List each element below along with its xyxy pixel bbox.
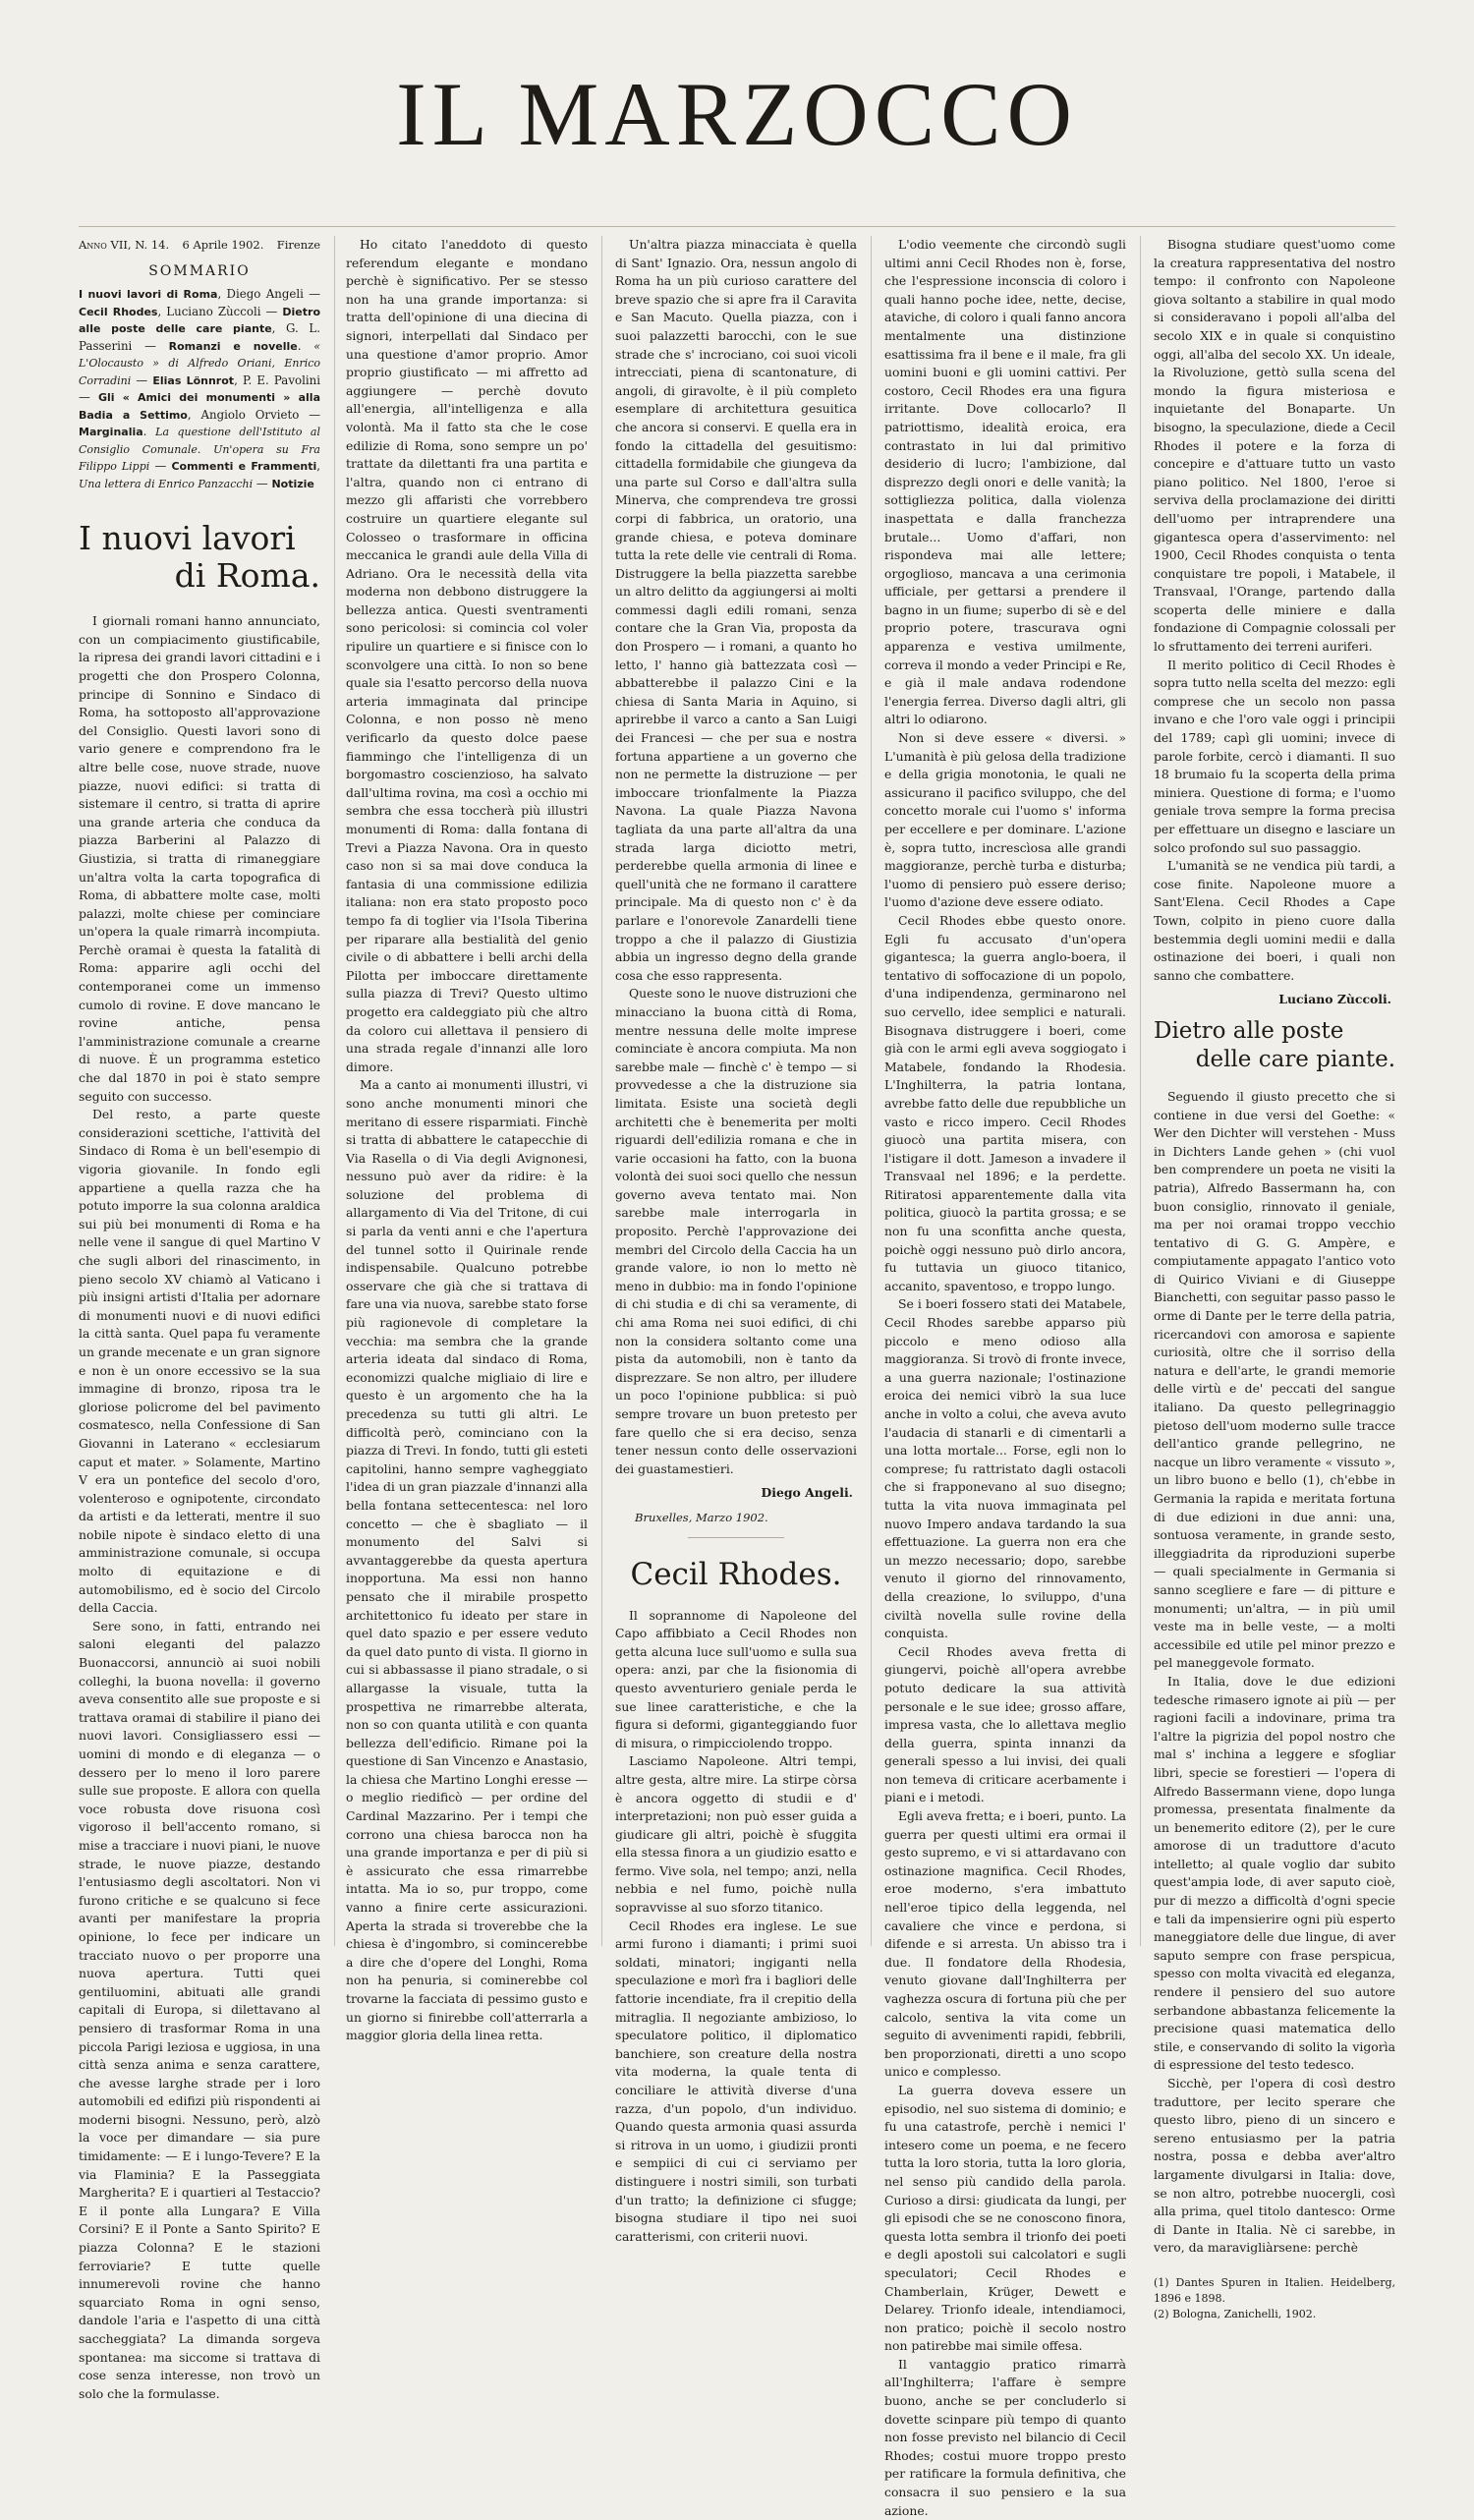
column-rule	[601, 236, 602, 1946]
column-rule	[1140, 236, 1141, 1946]
column-2	[346, 236, 588, 2043]
sommario-heading: SOMMARIO	[148, 262, 251, 279]
paragraph: Lasciamo Napoleone. Altri tempi, altre gesta, altre mire. La stirpe còrsa è ancora oggetto di studii e d' interpretazioni; non può esser guida a giudicare gli altri, poichè è sfuggita ella stessa finora a un giudizio esatto e fermo. Vive sola, nel tempo; anzi, nella nebbia e nel fumo, poichè nulla sopravvisse al suo sforzo titanico.	[615, 1753, 857, 1916]
sommario-author: La questione dell'Istituto al Consiglio Comunale. Un'opera su Fra Filippo Lippi	[79, 426, 321, 474]
paragraph: In Italia, dove le due edizioni tedesche rimasero ignote ai più — per ragioni facili a indovinare, prima tra l'altre la pigrizia del popol nostro che mal s' inchina a leggere e sfogliar libri, specie se forestieri — l'opera di Alfredo Bassermann viene, dopo lunga promessa, presentata finalmente da un benemerito editore (2), per le cure amorose di un traduttore d'acuto intelletto; al quale voglio dar subito quest'ampia lode, di aver saputo cioè, pur di mezzo a difficoltà d'ogni specie e tali da impensierire ogni più esperto maneggiatore delle due lingue, di aver saputo sempre con frase perspicua, spesso con molta vivacità ed eleganza, rendere il pensiero del suo autore serbandone abbastanza felicemente la precisione quasi matematica dello stile, e conservando di solito la vigorìa di espressione del testo tedesco.	[1154, 1673, 1395, 2073]
sommario-title: I nuovi lavori di Roma	[79, 288, 218, 302]
paragraph: Ho citato l'aneddoto di questo referendum elegante e mondano perchè è significativo. Per se stesso non ha una grande importanza: si tratta dell'opinione di una diecina di signori, interpellati dal Sindaco per una questione d'amor proprio. Amor proprio giustificato — mi affretto ad aggiungere — perchè dovuto all'energia, all'intelligenza e alla volontà. Ma il fatto sta che le cose edilizie di Roma, sono sempre un po' trattate da dilettanti fra una partita e l'altra, quando non ci entrano di mezzo gli affaristi che vorrebbero costruire un quartiere elegante sul Colosseo o trasformare in officina meccanica le grandi aule della Villa di Adriano. Ora le necessità della vita moderna non debbono distruggere la bellezza antica. Questi sventramenti sono pericolosi: si comincia col voler ripulire un quartiere e si finisce con lo sconvolgere una città. Io non so bene quale sia l'esatto percorso della nuova arteria immaginata dal principe Colonna, e non posso nè meno verificarlo da questo dolce paese fiammingo che l'intelligenza di un borgomastro coscienzioso, ha salvato dall'ultima rovina, ma così a occhio mi sembra che essa toccherà più illustri monumenti di Roma: dalla fontana di Trevi a Piazza Navona. Ora in questo caso non si sa mai dove conduca la fantasia di una commissione edilizia italiana: non era stato proposto poco tempo fa di toglier via l'Isola Tiberina per riparare alla bestialità del genio civile o di abbattere i belli archi della Pilotta per imboccare direttamente sulla piazza di Trevi? Questo ultimo progetto era caldeggiato più che altro da coloro cui allettava il pensiero di una strada regale d'innanzi alle loro dimore.	[346, 237, 588, 1074]
sommario-author: « L'Olocausto » di Alfredo Oriani, Enrico Corradini	[79, 339, 320, 387]
issue-date: 6 Aprile 1902.	[182, 238, 264, 252]
article-title	[79, 520, 320, 595]
sommario-author: Una lettera di Enrico Panzacchi	[79, 477, 254, 490]
article-title-line: I nuovi lavori	[79, 519, 296, 558]
dateline: Bruxelles, Marzo 1902.	[635, 1510, 768, 1524]
paragraph: Bisogna studiare quest'uomo come la creatura rappresentativa del nostro tempo: il confronto con Napoleone giova soltanto a stabilire in qual modo si consideravano i popoli all'alba del secolo XIX e in quale si conquistino oggi, all'alba del secolo XX. Un ideale, la Rivoluzione, gettò sulla scena del mondo la figura misteriosa e inquietante del Bonaparte. Un bisogno, la speculazione, diede a Cecil Rhodes il potere e la forza di concepire e d'attuare tutto un vasto piano politico. Nel 1800, l'eroe si serviva della proclamazione dei diritti dell'uomo per intraprendere una gigantesca opera d'asservimento: nel 1900, Cecil Rhodes conquista o tenta conquistare tre popoli, i Matabele, il Transvaal, l'Orange, partendo dalla scoperta delle miniere e dalla fondazione di Compagnie colossali per lo sfruttamento dei terreni auriferi.	[1154, 237, 1395, 655]
paragraph: La guerra doveva essere un episodio, nel suo sistema di dominio; e fu una catastrofe, perchè i nemici l' intesero come un poema, e ne fecero tutta la loro storia, tutta la loro gloria, nel senso più candido della parola. Curioso a dirsi: giudicata da lungi, per gli episodi che se ne conoscono finora, questa lotta sembra il trionfo dei poeti e degli apostoli sui calcolatori e sugli speculatori; Cecil Rhodes e Chamberlain, Krüger, Dewett e Delarey. Trionfo ideale, intendiamoci, non pratico; poichè il secolo nostro non patirebbe mai simile offesa.	[884, 2082, 1126, 2354]
sommario-title: Elias Lönnrot	[152, 373, 235, 387]
article-title-line: Dietro alle poste	[1154, 1017, 1344, 1044]
columns	[79, 236, 1395, 2518]
footnote: (1) Dantes Spuren in Italien. Heidelberg, 1896 e 1898.	[1154, 2275, 1395, 2305]
signature: Luciano Zùccoli.	[1278, 992, 1391, 1007]
sommario-title: Dietro alle poste delle care piante	[79, 305, 321, 336]
sommario-author: G. L. Passerini	[79, 321, 320, 353]
signature: Diego Angeli.	[761, 1485, 853, 1501]
paragraph: Egli aveva fretta; e i boeri, punto. La guerra per questi ultimi era ormai il gesto supremo, e vi si attardavano con ostinazione magnifica. Cecil Rhodes, eroe moderno, s'era imbattuto nell'eroe tipico della leggenda, nel cavaliere che vince e perdona, si difende e si arresta. Un abisso tra i due. Il fondatore della Rhodesia, venuto giovane dall'Inghilterra per vaghezza oscura di fortuna più che per calcolo, sentiva la vita come un seguito di avvenimenti rapidi, febbrili, ben proporzionati, diretti a uno scopo unico e complesso.	[884, 1808, 1126, 2080]
article-title: Cecil Rhodes.	[630, 1556, 842, 1592]
sommario-author: Luciano Zùccoli	[166, 304, 261, 318]
paragraph: Cecil Rhodes ebbe questo onore. Egli fu accusato d'un'opera gigantesca; la guerra anglo-boera, il tentativo di soffocazione di un popolo, d'una indipendenza, germinarono nel suo cervello, idee semplici e naturali. Bisognava distruggere i boeri, come già con le armi egli aveva soggiogato i Matabele, fondando la Rhodesia. L'Inghilterra, la patria lontana, avrebbe fatto delle due repubbliche un vasto e ricco impero. Cecil Rhodes giuocò una partita misera, con l'istigare il dott. Jameson a invadere il Transvaal nel 1896; e la perdette. Ritiratosi apparentemente dalla vita politica, giuocò la partita grossa; e se non fu una sconfitta anche questa, poichè oggi nessuno può dirlo ancora, fu tuttavia un giuoco titanico, accanito, spaventoso, e troppo lungo.	[884, 912, 1126, 1293]
paragraph: Non si deve essere « diversi. » L'umanità è più gelosa della tradizione e della grigia monotonia, le quali ne assicurano il pacifico sviluppo, che del concetto morale cui l'uomo s' informa per eccellere e per dominare. L'azione è, sopra tutto, increscìosa alle grandi maggioranze, perchè turba e disturba; l'uomo di pensiero può essere deriso; l'uomo d'azione deve essere odiato.	[884, 730, 1126, 910]
issue-number: Anno VII, N. 14.	[79, 238, 170, 252]
sommario-author: Diego Angeli	[226, 287, 304, 302]
paragraph: I giornali romani hanno annunciato, con un compiacimento giustificabile, la ripresa dei grandi lavori cittadini e i progetti che don Prospero Colonna, principe di Sonnino e Sindaco di Roma, ha sottoposto all'approvazione del Consiglio. Questi lavori sono di vario genere e comprendono fra le altre belle cose, nuove strade, nuove piazze, nuovi edifici: si tratta di sistemare il centro, si tratta di aprire una grande arteria che conduca da piazza Barberini al Palazzo di Giustizia, si tratta di rimaneggiare un'altra volta la carta topografica di Roma, di abbattere molte case, molti palazzi, molte chiese per cominciare un'opera la quale rimarrà incompiuta. Perchè oramai è questa la fatalità di Roma: apparire agli occhi del contemporanei come un immenso cumolo di rovine. E dove mancano le rovine antiche, pensa l'amministrazione comunale a crearne di nuove. È un programma estetico che dal 1870 in poi è stato sempre seguito con successo.	[79, 613, 320, 1104]
section-rule	[688, 1537, 784, 1538]
article-title	[1154, 1017, 1395, 1074]
paragraph: Un'altra piazza minacciata è quella di Sant' Ignazio. Ora, nessun angolo di Roma ha un più curioso carattere del breve spazio che si apre fra il Caravita e San Macuto. Quella piazza, con i suoi palazzetti barocchi, con le sue strade che s' incrociano, coi suoi vicoli intrecciati, piena di scantonature, di angoli, di giravolte, è il più completo esemplare di architettura gesuitica che ancora si conservi. E quella era in fondo la cittadella del gesuitismo: cittadella formidabile che giungeva da una parte sul Corso e dall'altra sulla Minerva, che comprendeva tre grossi corpi di fabbrica, un oratorio, una grande chiesa, e poteva dominare tutta la rete delle vie centrali di Roma. Distruggere la bella piazzetta sarebbe un altro delitto da aggiungersi ai molti commessi dagli edili romani, senza contare che la Gran Via, proposta da don Prospero — i romani, a quanto ho letto, l' hanno già battezzata così — abbatterebbe il palazzo Cini e la chiesa di Santa Maria in Aquino, si aprirebbe il varco a canto a San Luigi dei Francesi — che per sua e nostra fortuna appartiene a un governo che non ne permette la distruzione — per imboccare trionfalmente la Piazza Navona. La quale Piazza Navona tagliata da una parte all'altra da una strada larga diciotto metri, perderebbe quella armonia di linee e quell'unità che ne formano il carattere principale. Ma di questo non c' è da parlare e l'onorevole Zanardelli tiene troppo a che il palazzo di Giustizia abbia un ingresso degno della grande cosa che esso rappresenta.	[615, 237, 857, 983]
paragraph: Sere sono, in fatti, entrando nei saloni eleganti del palazzo Buonaccorsi, annunciò ai suoi nobili colleghi, la buona novella: il governo aveva consentito alle sue proposte e si trattava oramai di stabilire il piano dei nuovi lavori. Consigliassero essi — uomini di mondo e di eleganza — o dessero per lo meno il loro parere sulle sue proposte. E allora con quella voce robusta dove risuona così vigoroso il bell'accento romano, si mise a tracciare i nuovi piani, le nuove strade, le nuove piazze, destando l'entusiasmo degli ascoltatori. Non vi furono critiche e se qualcuno si fece avanti per manifestare la propria opinione, lo fece per indicare un tracciato nuovo o per proporre una nuova apertura. Tutti quei gentiluomini, abituati alle grandi capitali di Europa, si dilettavano al pensiero di trasformar Roma in una piccola Parigi leziosa e uggiosa, in una città senza anima e senza carattere, che avesse larghe strade per i loro automobili ed edifizi più rispondenti ai moderni bisogni. Nessuno, però, alzò la voce per dimandare — sia pure timidamente: — E i lungo-Tevere? E la via Flaminia? E la Passeggiata Margherita? E i quartieri al Testaccio? E il ponte alla Lungara? E Villa Corsini? E il Ponte a Santo Spirito? E piazza Colonna? E le stazioni ferroviarie? E tutte quelle innumerevoli rovine che hanno squarciato Roma in ogni senso, dandole l'aria e l'aspetto di una città saccheggiata? La dimanda sorgeva spontanea: ma siccome si trattava di cose senza interesse, non trovò un solo che la formulasse.	[79, 1618, 320, 2401]
sommario-title: Commenti e Frammenti	[171, 460, 317, 474]
header-rule	[79, 226, 1395, 227]
sommario-title: Gli « Amici dei monumenti » alla Badia a Settimo	[79, 391, 320, 422]
sommario-list: I nuovi lavori di Roma, Diego Angeli — Cecil Rhodes, Luciano Zùccoli — Dietro alle poste delle care piante, G. L. Passerini — Romanzi e novelle. « L'Olocausto » di Alfredo Oriani, Enrico Corradini — Elias Lönnrot, P. E. Pavolini — Gli « Amici dei monumenti » alla Badia a Settimo, Angiolo Orvieto — Marginalia. La questione dell'Istituto al Consiglio Comunale. Un'opera su Fra Filippo Lippi — Commenti e Frammenti, Una lettera di Enrico Panzacchi — Notizie	[79, 287, 321, 490]
footnote: (2) Bologna, Zanichelli, 1902.	[1154, 2307, 1317, 2320]
article-title-line: delle care piante.	[1195, 1046, 1395, 1072]
paragraph: L'umanità se ne vendica più tardi, a cose finite. Napoleone muore a Sant'Elena. Cecil Rhodes a Cape Town, colpito in pieno cuore dalla bestemmia degli uomini medii e dalla ostinazione dei boeri, i quali non sanno che combattere.	[1154, 858, 1395, 983]
paragraph: Se i boeri fossero stati dei Matabele, Cecil Rhodes sarebbe apparso più piccolo e meno odioso alla maggioranza. Si trovò di fronte invece, a una guerra nazionale; l'ostinazione eroica dei nemici vibrò la sua luce anche in volto a colui, che aveva avuto l'audacia di stanarli e di cimentarli a una lotta mortale... Forse, egli non lo comprese; fu rattristato dagli ostacoli che si frapponevano al suo disegno; tutta la vita nuova immaginata pel nuovo Impero andava tardando la sua effettuazione. La guerra non era che un mezzo necessario; dopo, sarebbe venuto il giorno del rinnovamento, della creazione, lo sviluppo, d'una civiltà novella sulle rovine della conquista.	[884, 1296, 1126, 1641]
paragraph: Cecil Rhodes era inglese. Le sue armi furono i diamanti; i primi suoi soldati, minatori; ingiganti nella speculazione e morì fra i bagliori delle fattorie incendiate, fra il crepitio della mitraglia. Il negoziante ambizioso, lo speculatore politico, il diplomatico banchiere, son creature della nostra vita moderna, la quale tenta di conciliare le attività diverse d'una razza, d'un popolo, d'un individuo. Quando questa armonia quasi assurda si ritrova in un uomo, i giudizii pronti e sempiici di cui ci serviamo per distinguere i nostri simili, son turbati d'un tratto; la definizione ci sfugge; bisogna studiare il tipo nei suoi caratterismi, con criterii nuovi.	[615, 1918, 857, 2244]
issue-line	[79, 236, 320, 255]
paragraph: Cecil Rhodes aveva fretta di giungervi, poichè all'opera avrebbe potuto dedicare la sua attività personale e le sue idee; grosso affare, impresa vasta, che lo allettava meglio della guerra, spinta innanzi da generali spesso a lui invisi, dei quali non temeva di criticare acerbamente i piani e i metodi.	[884, 1643, 1126, 1805]
article-title-line: di Roma.	[174, 556, 320, 596]
column-rule	[871, 236, 872, 1946]
issue-place: Firenze	[276, 238, 320, 252]
sommario-author: Angiolo Orvieto	[200, 407, 300, 422]
paragraph: Queste sono le nuove distruzioni che minacciano la buona città di Roma, mentre nessuna delle molte imprese cominciate è ancora compiuta. Ma non sarebbe male — finchè c' è tempo — si provvedesse a che la distruzione sia limitata. Esiste una società degli architetti che è benemerita per molti riguardi dell'edilizia romana e che in varie occasioni ha fatto, con la buona volontà dei suoi soci quello che nessun governo aveva tentato mai. Non sarebbe male interrogarla in proposito. Perchè l'approvazione dei membri del Circolo della Caccia ha un grande valore, io non lo metto nè meno in dubbio: ma in fondo l'opinione di chi studia e di chi sa veramente, di chi ama Roma nei suoi edifici, di chi non la considera soltanto come una pista da automobili, non è tanto da disprezzare. Se non altro, per illudere un poco l'opinione pubblica: si può sempre trovare un buon pretesto per fare quello che si era deciso, senza tener nessun conto delle osservazioni dei guastamestieri.	[615, 986, 857, 1476]
paragraph: Ma a canto ai monumenti illustri, vi sono anche monumenti minori che meritano di essere risparmiati. Finchè si tratta di abbattere le catapecchie di Via Rasella o di Via degli Avignonesi, nessuno può aver da ridire: è la soluzione del problema di allargamento di Via del Tritone, di cui si parla da venti anni e che l'apertura del tunnel sotto il Quirinale rende indispensabile. Qualcuno potrebbe osservare che già che si trattava di fare una via nuova, sarebbe stato forse più ragionevole di completare la vecchia: ma sembra che la grande arteria ideata dal sindaco di Roma, economizzi qualche migliaio di lire e questo è un argomento che ha la precedenza su tutti gli altri. Le difficoltà però, cominciano con la piazza di Trevi. In fondo, tutti gli esteti capitolini, hanno sempre vagheggiato l'idea di un gran piazzale d'innanzi alla bella fontana settecentesca: nel loro concetto — che è sbagliato — il monumento del Salvi si avvantaggerebbe da questa apertura inopportuna. Ma essi non hanno pensato che il mirabile prospetto architettonico fu ideato per stare in quel dato spazio e per essere veduto da quel dato punto di vista. Il giorno in cui si abbassasse il piano stradale, o si allargasse la visuale, tutta la prospettiva ne rimarrebbe alterata, non so con quanta utilità e con quanta bellezza dell'edificio. Rimane poi la questione di San Vincenzo e Anastasio, la chiesa che Martino Longhi eresse — o meglio riedificò — per ordine del Cardinal Mazzarino. Per i tempi che corrono una chiesa barocca non ha una grande importanza e per di più si è assicurato che essa rimarrebbe intatta. Ma io so, pur troppo, come vanno a finire certe assicurazioni. Aperta la strada si troverebbe che la chiesa è d'ingombro, si comincerebbe a dire che d'opere del Longhi, Roma non ha penuria, si cominerebbe col trovarne la facciata di pessimo gusto e un giorno si finirebbe coll'atterrarla a maggior gloria della linea retta.	[346, 1077, 588, 2043]
paragraph: L'odio veemente che circondò sugli ultimi anni Cecil Rhodes non è, forse, che l'espressione inconscia di coloro i quali hanno poche idee, nette, decise, ataviche, di coloro i quali fanno ancora mentalmente una distinzione esattissima fra il bene e il male, fra gli uomini buoni e gli uomini cattivi. Per costoro, Cecil Rhodes era una figura irritante. Dove collocarlo? Il patriottismo, idealità eroica, era contrastato in lui dal primitivo desiderio di lucro; l'ambizione, dal disprezzo degli onori e delle vanità; la sottigliezza politica, dalla violenza inaspettata e dalla franchezza brutale... Uomo d'affari, non rispondeva mai alle lettere; orgoglioso, mancava a una cerimonia ufficiale, per gettarsi a prendere il bagno in un fiume; superbo di sè e del proprio potere, trascurava ogni apparenza e vestiva umilmente, correva il mondo a veder Principi e Re, e già il male andava rodendone l'energia ferrea. Diverso dagli altri, gli altri lo odiarono.	[884, 237, 1126, 727]
footnotes	[1154, 2275, 1395, 2322]
sommario-title: Notizie	[271, 477, 314, 490]
paragraph: Del resto, a parte queste considerazioni scettiche, l'attività del Sindaco di Roma è un bell'esempio di vigoria giovanile. In fondo egli appartiene a quella razza che ha potuto imporre la sua colonna araldica sui più bei monumenti di Roma e ha nelle vene il sangue di quel Martino V che sugli albori del rinascimento, in pieno secolo XV chiamò al Vaticano i più insigni artisti d'Italia per adornare di monumenti nuovi e di nuovi edifici la città santa. Quel papa fu veramente un grande mecenate e un gran signore e non è un onore eccessivo se la sua immagine di bronzo, riposa tra le gloriose policrome del bel pavimento cosmatesco, nella Confessione di San Giovanni in Laterano « ecclesiarum caput et mater. » Solamente, Martino V era un pontefice del secolo d'oro, volenteroso e ognipotente, circondato da artisti e da letterati, mentre il suo nobile nipote è sindaco eletto di una amministrazione comunale, si occupa molto di equitazione e di automobilismo, ed è socio del Circolo della Caccia.	[79, 1107, 320, 1616]
column-5	[1154, 236, 1395, 2320]
paragraph: Sicchè, per l'opera di così destro traduttore, per lecito sperare che questo libro, pieno di un sincero e sereno entusiasmo per la patria nostra, possa e debba aver'altro largamente divulgarsi in Italia: dove, se non altro, potrebbe nuocergli, così alla prima, quel titolo dantesco: Orme di Dante in Italia. Nè ci sarebbe, in vero, da maravigliàrsene: perchè	[1154, 2076, 1395, 2256]
column-4	[884, 236, 1126, 2518]
masthead: IL MARZOCCO	[396, 64, 1078, 164]
column-3	[615, 236, 857, 2244]
sommario-title: Romanzi e novelle	[168, 339, 298, 353]
sommario-title: Marginalia	[79, 426, 143, 439]
column-1	[79, 236, 321, 2401]
sommario-title: Cecil Rhodes	[79, 305, 158, 318]
sommario-author: P. E. Pavolini	[242, 372, 321, 387]
paragraph: Il soprannome di Napoleone del Capo affibbiato a Cecil Rhodes non getta alcuna luce sull'uomo e sulla sua opera: anzi, par che la fisionomia di questo avventuriero geniale perda le sue linee caratteristiche, e che la figura si deformi, giganteggiando fuor di misura, o rimpicciolendo troppo.	[615, 1607, 857, 1750]
paragraph: Seguendo il giusto precetto che si contiene in due versi del Goethe: « Wer den Dichter will verstehen - Muss in Dichters Lande gehen » (chi vuol ben comprendere un poeta ne visiti la patria), Alfredo Bassermann ha, con buon consiglio, rinnovato il geniale, ma per noi oramai troppo vecchio tentativo di G. G. Ampère, e compiutamente appagato l'antico voto di Quirico Viviani e di Giuseppe Bianchetti, con seguitar passo passo le orme di Dante per le terre della patria, ricercandovi con amorosa e sapiente curiosità, oltre che il sorriso della natura e dell'arte, le grandi memorie delle virtù e de' peccati del sangue italiano. Da questo pellegrinaggio pietoso dell'uom moderno sulle tracce dell'antico grande pellegrino, ne nacque un libro veramente « vissuto », un libro buono e bello (1), ch'ebbe in Germania la rapida e meritata fortuna di due edizioni in due anni: una, sontuosa veramente, in grande sesto, illeggiadrita da riproduzioni superbe — quali specialmente in Germania si sanno scegliere e fare — di pitture e monumenti; un'altra, — in più umil veste ma in belle veste, — a molti accessibile ed utile pel minor prezzo e pel maneggevole formato.	[1154, 1088, 1395, 1671]
paragraph: Il vantaggio pratico rimarrà all'Inghilterra; l'affare è sempre buono, anche se per concluderlo si dovette scinpare più tempo di quanto non fosse previsto nel bilancio di Cecil Rhodes; costui muore troppo presto per ratificare la formula definitiva, che consacra il suo pensiero e la sua azione.	[884, 2356, 1126, 2518]
paragraph: Il merito politico di Cecil Rhodes è sopra tutto nella scelta del mezzo: egli comprese che un secolo non passa invano e che l'oro vale oggi i principii del 1789; capì gli uomini; invece di parole forbite, cercò i diamanti. Il suo 18 brumaio fu la scoperta della prima miniera. Questione di forma; e l'uomo geniale trova sempre la forma precisa per effettuare un disegno e lasciare un solco profondo sul suo passaggio.	[1154, 657, 1395, 855]
column-rule	[334, 236, 335, 1946]
